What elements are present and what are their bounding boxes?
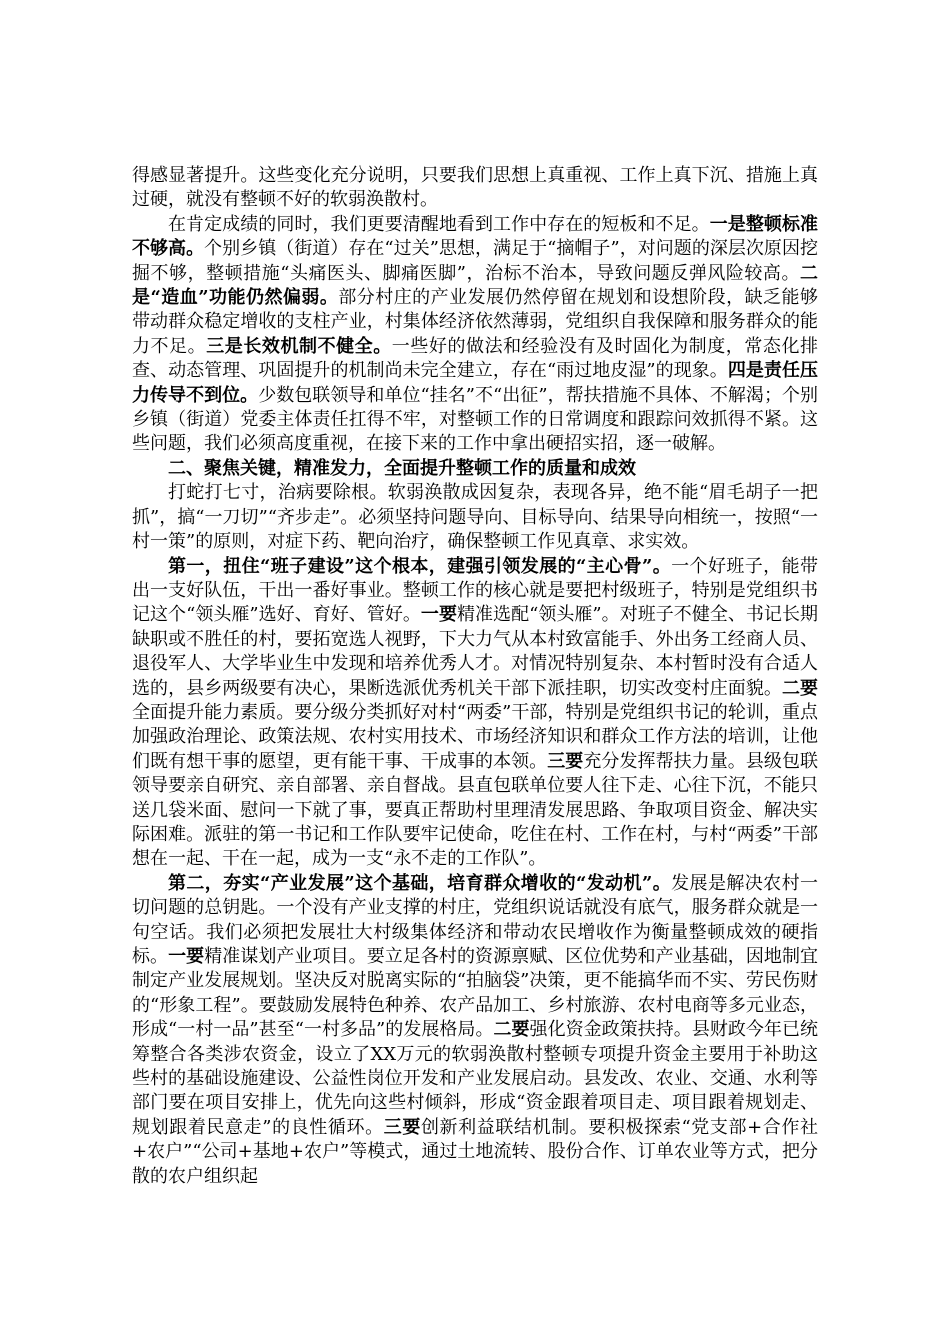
bold-text-segment: 一是整顿标准不够高。	[132, 213, 819, 260]
bold-text-segment: 二是“造血”功能仍然偏弱。	[132, 262, 818, 309]
paragraph	[132, 872, 818, 1189]
text-segment: 打蛇打七寸，治病要除根。软弱涣散成因复杂，表现各异，绝不能“眉毛胡子一把抓”，搞“一刀切”“齐步走”。必须坚持问题导向、目标导向、结果导向相统一，按照“一村一策”的原则，对症下药、靶向治疗，确保整顿工作见真章、求实效。	[132, 482, 818, 553]
bold-text-segment: 四是责任压力传导不到位。	[132, 360, 818, 406]
text-segment: 创新利益联结机制。要积极探索“党支部+合作社+农户”“公司+基地+农户”等模式，通过土地流转、股份合作、订单农业等方式，把分散的农户组织起	[132, 1116, 818, 1187]
text-segment: 精准选配“领头雁”。对班子不健全、书记长期缺职或不胜任的村，要拓宽选人视野，下大力气从本村致富能手、外出务工经商人员、退役军人、大学毕业生中发现和培养优秀人才。对情况特别复杂、本村暂时没有合适人选的，县乡两级要有决心，果断选派优秀机关干部下派挂职，切实改变村庄面貌。	[132, 604, 818, 699]
text-segment: 全面提升能力素质。要分级分类抓好对村“两委”干部，特别是党组织书记的轮训，重点加强政治理论、政策法规、农村实用技术、市场经济知识和群众工作方法的培训，让他们既有想干事的愿望，更有能干事、干成事的本领。	[132, 701, 818, 772]
bold-text-segment: 三要	[383, 1116, 421, 1138]
text-segment: 个别乡镇（街道）存在“过关”思想，满足于“摘帽子”，对问题的深层次原因挖掘不够，整顿措施“头痛医头、脚痛医脚”，治标不治本，导致问题反弹风险较高。	[132, 238, 818, 284]
paragraph	[132, 213, 818, 457]
bold-text-segment: 三是长效机制不健全。	[206, 335, 392, 357]
text-segment: 少数包联领导和单位“挂名”不“出征”，帮扶措施不具体、不解渴；个别乡镇（街道）党委主体责任扛得不牢，对整顿工作的日常调度和跟踪问效抓得不紧。这些问题，我们必须高度重视，在接下来的工作中拿出硬招实招，逐一破解。	[132, 384, 818, 455]
text-segment: 得感显著提升。这些变化充分说明，只要我们思想上真重视、工作上真下沉、措施上真过硬，就没有整顿不好的软弱涣散村。	[132, 165, 818, 211]
paragraph	[132, 164, 818, 213]
text-segment: 一个好班子，能带出一支好队伍，干出一番好事业。整顿工作的核心就是要把村级班子，特别是党组织书记这个“领头雁”选好、育好、管好。	[132, 555, 818, 626]
bold-text-segment: 二、聚焦关键，精准发力，全面提升整顿工作的质量和成效	[168, 457, 636, 479]
bold-text-segment: 第一，扭住“班子建设”这个根本，建强引领发展的“主心骨”。	[168, 555, 672, 577]
section-heading	[132, 457, 818, 481]
text-segment: 充分发挥帮扶力量。县级包联领导要亲自研究、亲自部署、亲自督战。县直包联单位要人往下走、心往下沉，不能只送几袋米面、慰问一下就了事，要真正帮助村里理清发展思路、争取项目资金、解决实际困难。派驻的第一书记和工作队要牢记使命，吃住在村、工作在村，与村“两委”干部想在一起、干在一起，成为一支“永不走的工作队”。	[132, 750, 819, 870]
text-segment: 部分村庄的产业发展仍然停留在规划和设想阶段，缺乏能够带动群众稳定增收的支柱产业，村集体经济依然薄弱，党组织自我保障和服务群众的能力不足。	[132, 287, 818, 357]
paragraph	[132, 555, 818, 872]
paragraph	[132, 481, 818, 554]
text-segment: 一些好的做法和经验没有及时固化为制度，常态化排查、动态管理、巩固提升的机制尚未完全建立，存在“雨过地皮湿”的现象。	[132, 335, 819, 382]
bold-text-segment: 第二，夯实“产业发展”这个基础，培育群众增收的“发动机”。	[168, 872, 672, 894]
document-page	[132, 164, 818, 1189]
bold-text-segment: 三要	[547, 750, 584, 772]
text-segment: 强化资金政策扶持。县财政今年已统筹整合各类涉农资金，设立了XX万元的软弱涣散村整顿专项提升资金主要用于补助这些村的基础设施建设、公益性岗位开发和产业发展启动。县发改、农业、交通、水利等部门要在项目安排上，优先向这些村倾斜，形成“资金跟着项目走、项目跟着规划走、规划跟着民意走”的良性循环。	[132, 1019, 819, 1138]
bold-text-segment: 一要	[168, 946, 205, 967]
bold-text-segment: 二要	[781, 677, 819, 699]
text-segment: 发展是解决农村一切问题的总钥匙。一个没有产业支撑的村庄，党组织说话就没有底气，服务群众就是一句空话。我们必须把发展壮大村级集体经济和带动农民增收作为衡量整顿成效的硬指标。	[132, 872, 818, 967]
text-segment: 在肯定成绩的同时，我们更要清醒地看到工作中存在的短板和不足。	[168, 213, 710, 235]
bold-text-segment: 二要	[493, 1019, 530, 1041]
bold-text-segment: 一要	[420, 604, 457, 626]
text-segment: 精准谋划产业项目。要立足各村的资源禀赋、区位优势和产业基础，因地制宜制定产业发展规划。坚决反对脱离实际的“拍脑袋”决策，更不能搞华而不实、劳民伤财的“形象工程”。要鼓励发展特色种养、农产品加工、乡村旅游、农村电商等多元业态，形成“一村一品”甚至“一村多品”的发展格局。	[132, 946, 818, 1041]
